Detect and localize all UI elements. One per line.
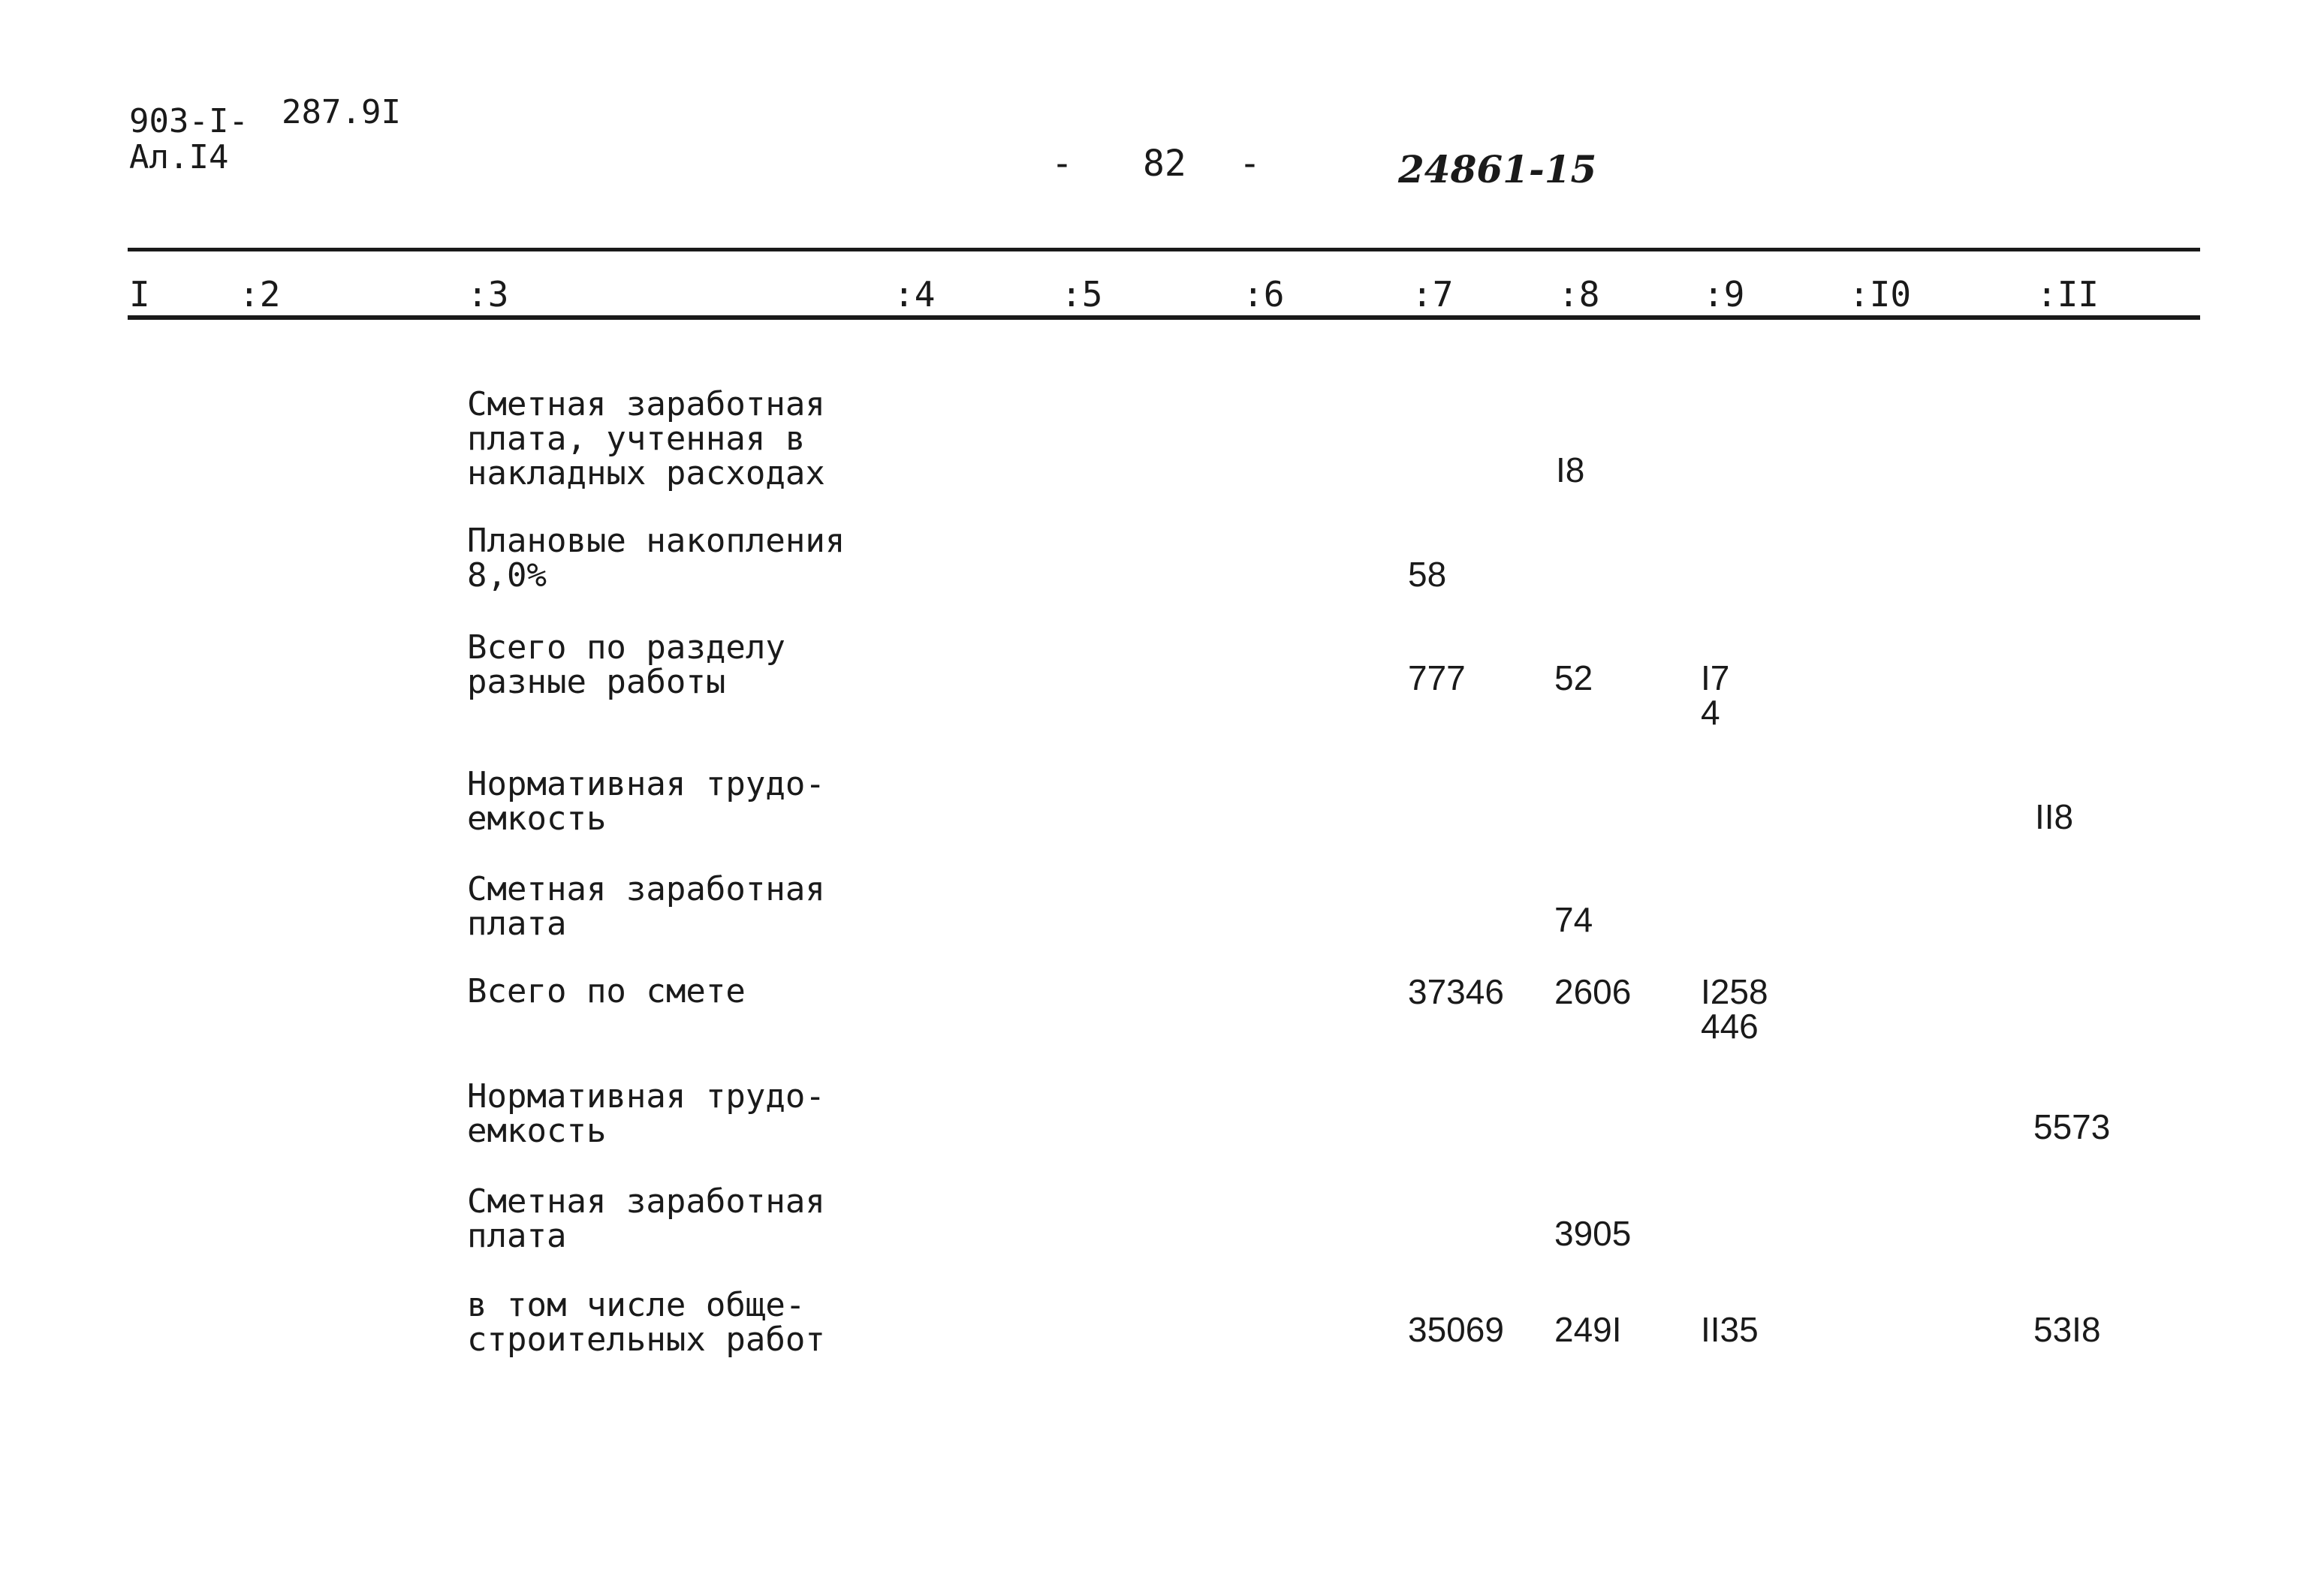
cell-col7: 58: [1408, 555, 1447, 594]
cell-col8: I8: [1556, 450, 1585, 489]
row-label: Сметная заработная плата: [467, 870, 825, 943]
album-number: Ал.I4: [129, 138, 229, 176]
cell-col7: 777: [1408, 658, 1466, 697]
page-dash-left: -: [1051, 143, 1073, 185]
column-header-9: :9: [1703, 274, 1745, 315]
table-header-rule: [128, 315, 2200, 320]
column-header-7: :7: [1412, 274, 1454, 315]
page-dash-right: -: [1239, 143, 1261, 185]
cell-col8: 2606: [1554, 972, 1632, 1011]
cell-col11: II8: [2035, 797, 2074, 836]
handwritten-document-number: 24861-15: [1398, 147, 1597, 191]
cell-col7: 35069: [1408, 1310, 1504, 1349]
row-label: Нормативная трудо- емкость: [467, 1077, 825, 1150]
row-label: Сметная заработная плата: [467, 1182, 825, 1255]
column-header-6: :6: [1243, 274, 1285, 315]
row-label: в том числе обще- строительных работ: [467, 1286, 825, 1359]
column-header-10: :I0: [1849, 274, 1912, 315]
column-header-3: :3: [467, 274, 509, 315]
cell-col11: 5573: [2033, 1107, 2111, 1146]
column-header-2: :2: [239, 274, 281, 315]
cell-col9: I7 4: [1701, 658, 1730, 732]
column-header-8: :8: [1558, 274, 1600, 315]
cell-col8: 249I: [1554, 1310, 1622, 1349]
cell-col8: 52: [1554, 658, 1593, 697]
cell-col9: I258 446: [1701, 972, 1768, 1046]
cell-col9: II35: [1701, 1310, 1759, 1349]
column-header-1: I: [129, 274, 150, 315]
table-top-rule: [128, 248, 2200, 251]
row-label: Нормативная трудо- емкость: [467, 765, 825, 838]
row-label: Плановые накопления 8,0%: [467, 522, 846, 595]
cell-col8: 74: [1554, 900, 1593, 939]
column-header-5: :5: [1061, 274, 1103, 315]
row-label: Всего по разделу разные работы: [467, 628, 785, 701]
page-number: 82: [1143, 143, 1186, 185]
document-code-number: 287.9I: [282, 93, 401, 131]
row-label: Сметная заработная плата, учтенная в накладных расходах: [467, 385, 825, 492]
column-header-11: :II: [2036, 274, 2100, 315]
cell-col8: 3905: [1554, 1214, 1632, 1253]
row-label: Всего по смете: [467, 972, 746, 1010]
document-code-prefix: 903-I-: [129, 102, 249, 140]
column-header-4: :4: [894, 274, 936, 315]
cell-col7: 37346: [1408, 972, 1504, 1011]
cell-col11: 53I8: [2033, 1310, 2101, 1349]
